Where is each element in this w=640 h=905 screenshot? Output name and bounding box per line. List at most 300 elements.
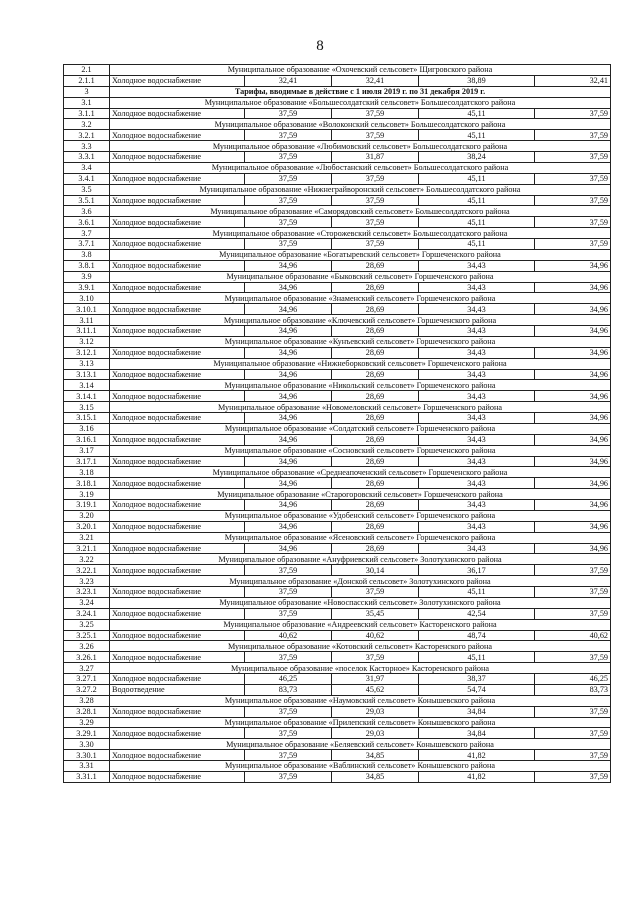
tariff-value-3: 36,17: [419, 565, 535, 576]
municipality-row: [64, 97, 611, 108]
municipality-name: Муниципальное образование «Никольский сельсовет» Горшеченского района: [110, 380, 611, 391]
municipality-name: Муниципальное образование «Любостанский сельсовет» Большесолдатского района: [110, 162, 611, 173]
tariff-value-4: 37,59: [535, 108, 611, 119]
service-name: Холодное водоснабжение: [110, 130, 245, 141]
row-number: 3.25.1: [64, 630, 110, 641]
tariff-value-4: 34,96: [535, 326, 611, 337]
tariff-value-1: 37,59: [245, 771, 332, 782]
tariff-value-1: 37,59: [245, 239, 332, 250]
municipality-name: Муниципальное образование «поселок Касторное» Касторенского района: [110, 663, 611, 674]
service-name: Холодное водоснабжение: [110, 434, 245, 445]
table-row: [64, 771, 611, 782]
tariff-value-4: 37,59: [535, 152, 611, 163]
table-row: [64, 282, 611, 293]
tariff-value-2: 31,87: [332, 152, 419, 163]
municipality-name: Муниципальное образование «Андреевский сельсовет» Касторенского района: [110, 619, 611, 630]
service-name: Холодное водоснабжение: [110, 326, 245, 337]
service-name: Холодное водоснабжение: [110, 282, 245, 293]
row-number: 3.5.1: [64, 195, 110, 206]
municipality-row: [64, 271, 611, 282]
service-name: Холодное водоснабжение: [110, 239, 245, 250]
row-number: 3.7: [64, 228, 110, 239]
tariff-value-3: 34,43: [419, 347, 535, 358]
service-name: Холодное водоснабжение: [110, 706, 245, 717]
municipality-name: Муниципальное образование «Среднеапоченский сельсовет» Горшеченского района: [110, 467, 611, 478]
municipality-row: [64, 467, 611, 478]
tariff-value-2: 35,45: [332, 608, 419, 619]
municipality-name: Муниципальное образование «Ключевский сельсовет» Горшеченского района: [110, 315, 611, 326]
row-number: 3.23: [64, 576, 110, 587]
tariff-value-1: 37,59: [245, 565, 332, 576]
row-number: 3.6.1: [64, 217, 110, 228]
table-row: [64, 521, 611, 532]
municipality-row: [64, 489, 611, 500]
row-number: 3.27.1: [64, 674, 110, 685]
municipality-row: [64, 739, 611, 750]
tariff-value-1: 37,59: [245, 217, 332, 228]
tariff-value-2: 37,59: [332, 239, 419, 250]
row-number: 3.14: [64, 380, 110, 391]
page-number-text: 8: [316, 38, 324, 54]
service-name: Холодное водоснабжение: [110, 521, 245, 532]
tariff-value-2: 29,03: [332, 728, 419, 739]
tariff-value-2: 34,85: [332, 750, 419, 761]
tariff-value-2: 28,69: [332, 413, 419, 424]
table-row: [64, 565, 611, 576]
tariff-value-3: 34,43: [419, 521, 535, 532]
tariff-value-4: 34,96: [535, 282, 611, 293]
tariff-value-4: 34,96: [535, 304, 611, 315]
tariff-value-4: 40,62: [535, 630, 611, 641]
section-title: Тарифы, вводимые в действие с 1 июля 2019 г. по 31 декабря 2019 г.: [110, 86, 611, 97]
tariff-table: [63, 64, 611, 783]
service-name: Холодное водоснабжение: [110, 347, 245, 358]
tariff-value-2: 28,69: [332, 500, 419, 511]
tariff-value-3: 34,43: [419, 369, 535, 380]
tariff-value-2: 40,62: [332, 630, 419, 641]
tariff-value-3: 34,43: [419, 326, 535, 337]
tariff-value-2: 37,59: [332, 587, 419, 598]
tariff-value-1: 37,59: [245, 750, 332, 761]
tariff-value-1: 34,96: [245, 478, 332, 489]
municipality-name: Муниципальное образование «Волоконский сельсовет» Большесолдатского района: [110, 119, 611, 130]
tariff-value-4: 34,96: [535, 478, 611, 489]
tariff-value-2: 28,69: [332, 478, 419, 489]
tariff-value-4: 46,25: [535, 674, 611, 685]
tariff-value-1: 34,96: [245, 369, 332, 380]
tariff-value-2: 28,69: [332, 434, 419, 445]
tariff-value-4: 37,59: [535, 587, 611, 598]
row-number: 3.4.1: [64, 173, 110, 184]
municipality-row: [64, 641, 611, 652]
tariff-value-3: 45,11: [419, 217, 535, 228]
table-row: [64, 75, 611, 86]
tariff-value-1: 40,62: [245, 630, 332, 641]
tariff-value-1: 37,59: [245, 728, 332, 739]
tariff-value-3: 45,11: [419, 173, 535, 184]
table-row: [64, 173, 611, 184]
row-number: 3.20.1: [64, 521, 110, 532]
tariff-value-4: 34,96: [535, 347, 611, 358]
service-name: Холодное водоснабжение: [110, 195, 245, 206]
tariff-value-4: 34,96: [535, 521, 611, 532]
row-number: 3.30: [64, 739, 110, 750]
tariff-value-4: 37,59: [535, 195, 611, 206]
tariff-value-1: 34,96: [245, 413, 332, 424]
table-row: [64, 706, 611, 717]
service-name: Холодное водоснабжение: [110, 391, 245, 402]
tariff-value-4: 37,59: [535, 239, 611, 250]
row-number: 3.17.1: [64, 456, 110, 467]
row-number: 3.12.1: [64, 347, 110, 358]
service-name: Холодное водоснабжение: [110, 456, 245, 467]
tariff-value-1: 34,96: [245, 260, 332, 271]
tariff-value-1: 37,59: [245, 108, 332, 119]
tariff-value-2: 37,59: [332, 652, 419, 663]
table-row: [64, 108, 611, 119]
row-number: 3.26: [64, 641, 110, 652]
service-name: Холодное водоснабжение: [110, 674, 245, 685]
tariff-value-3: 45,11: [419, 108, 535, 119]
row-number: 2.1: [64, 65, 110, 76]
row-number: 3.25: [64, 619, 110, 630]
tariff-value-2: 28,69: [332, 369, 419, 380]
municipality-row: [64, 554, 611, 565]
tariff-value-2: 31,97: [332, 674, 419, 685]
table-row: [64, 587, 611, 598]
municipality-row: [64, 445, 611, 456]
tariff-value-3: 48,74: [419, 630, 535, 641]
tariff-value-3: 54,74: [419, 684, 535, 695]
row-number: 3.13.1: [64, 369, 110, 380]
service-name: Холодное водоснабжение: [110, 630, 245, 641]
tariff-value-2: 28,69: [332, 543, 419, 554]
municipality-name: Муниципальное образование «Ваблинский сельсовет» Конышевского района: [110, 761, 611, 772]
tariff-value-2: 28,69: [332, 391, 419, 402]
tariff-value-4: 34,96: [535, 500, 611, 511]
tariff-value-4: 34,96: [535, 456, 611, 467]
table-row: [64, 347, 611, 358]
service-name: Холодное водоснабжение: [110, 608, 245, 619]
table-row: [64, 684, 611, 695]
row-number: 3.21.1: [64, 543, 110, 554]
row-number: 3.2.1: [64, 130, 110, 141]
tariff-value-1: 34,96: [245, 500, 332, 511]
tariff-value-3: 34,43: [419, 434, 535, 445]
table-row: [64, 543, 611, 554]
tariff-value-3: 45,11: [419, 587, 535, 598]
tariff-value-4: 34,96: [535, 391, 611, 402]
municipality-name: Муниципальное образование «Нижнеборковский сельсовет» Горшеченского района: [110, 358, 611, 369]
tariff-value-2: 28,69: [332, 347, 419, 358]
row-number: 3.2: [64, 119, 110, 130]
table-row: [64, 652, 611, 663]
service-name: Холодное водоснабжение: [110, 260, 245, 271]
row-number: 3.3.1: [64, 152, 110, 163]
row-number: 3.27.2: [64, 684, 110, 695]
row-number: 3.30.1: [64, 750, 110, 761]
table-row: [64, 217, 611, 228]
row-number: 3.19.1: [64, 500, 110, 511]
row-number: 3: [64, 86, 110, 97]
municipality-row: [64, 532, 611, 543]
tariff-value-3: 41,82: [419, 771, 535, 782]
municipality-name: Муниципальное образование «Любимовский сельсовет» Большесолдатского района: [110, 141, 611, 152]
table-row: [64, 500, 611, 511]
table-row: [64, 608, 611, 619]
service-name: Холодное водоснабжение: [110, 413, 245, 424]
tariff-value-1: 34,96: [245, 347, 332, 358]
municipality-row: [64, 228, 611, 239]
service-name: Водоотведение: [110, 684, 245, 695]
service-name: Холодное водоснабжение: [110, 369, 245, 380]
table-row: [64, 456, 611, 467]
service-name: Холодное водоснабжение: [110, 500, 245, 511]
tariff-value-1: 34,96: [245, 282, 332, 293]
tariff-value-1: 34,96: [245, 326, 332, 337]
tariff-value-4: 37,59: [535, 750, 611, 761]
municipality-name: Муниципальное образование «Большесолдатский сельсовет» Большесолдатского района: [110, 97, 611, 108]
municipality-row: [64, 336, 611, 347]
municipality-name: Муниципальное образование «Беляевский сельсовет» Конышевского района: [110, 739, 611, 750]
service-name: Холодное водоснабжение: [110, 652, 245, 663]
tariff-value-3: 34,43: [419, 500, 535, 511]
row-number: 3.1.1: [64, 108, 110, 119]
tariff-value-3: 38,89: [419, 75, 535, 86]
tariff-value-1: 34,96: [245, 391, 332, 402]
table-row: [64, 478, 611, 489]
tariff-value-4: 37,59: [535, 173, 611, 184]
tariff-value-4: 37,59: [535, 565, 611, 576]
tariff-value-1: 34,96: [245, 543, 332, 554]
row-number: 3.29.1: [64, 728, 110, 739]
tariff-value-2: 28,69: [332, 456, 419, 467]
municipality-row: [64, 358, 611, 369]
table-row: [64, 304, 611, 315]
municipality-row: [64, 761, 611, 772]
tariff-value-3: 45,11: [419, 239, 535, 250]
service-name: Холодное водоснабжение: [110, 478, 245, 489]
row-number: 3.15: [64, 402, 110, 413]
row-number: 3.23.1: [64, 587, 110, 598]
service-name: Холодное водоснабжение: [110, 565, 245, 576]
municipality-name: Муниципальное образование «Новомеловский сельсовет» Горшеченского района: [110, 402, 611, 413]
municipality-row: [64, 663, 611, 674]
service-name: Холодное водоснабжение: [110, 217, 245, 228]
table-row: [64, 326, 611, 337]
tariff-value-2: 28,69: [332, 326, 419, 337]
municipality-row: [64, 162, 611, 173]
tariff-value-3: 38,37: [419, 674, 535, 685]
tariff-value-3: 42,54: [419, 608, 535, 619]
row-number: 3.8: [64, 249, 110, 260]
tariff-value-2: 28,69: [332, 304, 419, 315]
municipality-row: [64, 619, 611, 630]
tariff-table-body: [64, 65, 611, 783]
tariff-value-4: 83,73: [535, 684, 611, 695]
municipality-row: [64, 141, 611, 152]
row-number: 3.21: [64, 532, 110, 543]
row-number: 3.28: [64, 695, 110, 706]
row-number: 3.11: [64, 315, 110, 326]
table-row: [64, 130, 611, 141]
tariff-value-3: 34,43: [419, 391, 535, 402]
tariff-value-2: 37,59: [332, 217, 419, 228]
tariff-value-4: 34,96: [535, 260, 611, 271]
municipality-name: Муниципальное образование «Солдатский сельсовет» Горшеченского района: [110, 423, 611, 434]
tariff-value-1: 83,73: [245, 684, 332, 695]
page-number: [0, 38, 640, 55]
tariff-value-1: 37,59: [245, 195, 332, 206]
service-name: Холодное водоснабжение: [110, 587, 245, 598]
tariff-value-3: 45,11: [419, 130, 535, 141]
municipality-row: [64, 206, 611, 217]
municipality-row: [64, 65, 611, 76]
row-number: 3.27: [64, 663, 110, 674]
row-number: 3.18.1: [64, 478, 110, 489]
row-number: 3.9: [64, 271, 110, 282]
table-row: [64, 728, 611, 739]
row-number: 3.22.1: [64, 565, 110, 576]
tariff-value-3: 41,82: [419, 750, 535, 761]
tariff-value-1: 32,41: [245, 75, 332, 86]
municipality-name: Муниципальное образование «Знаменский сельсовет» Горшеченского района: [110, 293, 611, 304]
tariff-value-2: 28,69: [332, 260, 419, 271]
tariff-value-2: 28,69: [332, 521, 419, 532]
row-number: 3.16.1: [64, 434, 110, 445]
tariff-value-4: 37,59: [535, 652, 611, 663]
tariff-value-3: 45,11: [419, 195, 535, 206]
tariff-value-4: 37,59: [535, 728, 611, 739]
row-number: 3.24: [64, 597, 110, 608]
table-row: [64, 152, 611, 163]
tariff-value-1: 34,96: [245, 304, 332, 315]
tariff-value-3: 34,43: [419, 456, 535, 467]
tariff-value-1: 37,59: [245, 130, 332, 141]
row-number: 3.18: [64, 467, 110, 478]
municipality-name: Муниципальное образование «Удобенский сельсовет» Горшеченского района: [110, 510, 611, 521]
tariff-value-2: 28,69: [332, 282, 419, 293]
row-number: 3.31: [64, 761, 110, 772]
municipality-row: [64, 184, 611, 195]
service-name: Холодное водоснабжение: [110, 108, 245, 119]
table-row: [64, 630, 611, 641]
table-row: [64, 674, 611, 685]
tariff-value-3: 34,43: [419, 543, 535, 554]
service-name: Холодное водоснабжение: [110, 771, 245, 782]
service-name: Холодное водоснабжение: [110, 75, 245, 86]
table-row: [64, 434, 611, 445]
row-number: 2.1.1: [64, 75, 110, 86]
tariff-value-3: 34,43: [419, 282, 535, 293]
tariff-value-3: 34,43: [419, 304, 535, 315]
municipality-row: [64, 249, 611, 260]
municipality-name: Муниципальное образование «Кунъевский сельсовет» Горшеченского района: [110, 336, 611, 347]
row-number: 3.29: [64, 717, 110, 728]
tariff-value-4: 34,96: [535, 434, 611, 445]
tariff-value-2: 37,59: [332, 130, 419, 141]
tariff-value-1: 37,59: [245, 587, 332, 598]
table-row: [64, 391, 611, 402]
municipality-name: Муниципальное образование «Ануфриевский сельсовет» Золотухинского района: [110, 554, 611, 565]
tariff-value-4: 32,41: [535, 75, 611, 86]
tariff-value-1: 37,59: [245, 652, 332, 663]
tariff-value-4: 37,59: [535, 130, 611, 141]
tariff-value-3: 38,24: [419, 152, 535, 163]
row-number: 3.6: [64, 206, 110, 217]
tariff-value-1: 34,96: [245, 521, 332, 532]
row-number: 3.13: [64, 358, 110, 369]
service-name: Холодное водоснабжение: [110, 152, 245, 163]
tariff-value-2: 37,59: [332, 173, 419, 184]
tariff-value-1: 34,96: [245, 434, 332, 445]
tariff-value-1: 37,59: [245, 173, 332, 184]
tariff-value-2: 34,85: [332, 771, 419, 782]
tariff-value-4: 34,96: [535, 543, 611, 554]
tariff-value-1: 37,59: [245, 706, 332, 717]
municipality-name: Муниципальное образование «Саморядовский сельсовет» Большесолдатского района: [110, 206, 611, 217]
municipality-name: Муниципальное образование «Сторожевский сельсовет» Большесолдатского района: [110, 228, 611, 239]
municipality-name: Муниципальное образование «Богатыревский сельсовет» Горшеченского района: [110, 249, 611, 260]
tariff-value-4: 34,96: [535, 413, 611, 424]
municipality-name: Муниципальное образование «Нижнеграйворонский сельсовет» Большесолдатского района: [110, 184, 611, 195]
municipality-name: Муниципальное образование «Прилепский сельсовет» Конышевского района: [110, 717, 611, 728]
municipality-name: Муниципальное образование «Охочевский сельсовет» Щигровского района: [110, 65, 611, 76]
row-number: 3.24.1: [64, 608, 110, 619]
tariff-value-3: 34,84: [419, 728, 535, 739]
row-number: 3.19: [64, 489, 110, 500]
municipality-row: [64, 423, 611, 434]
row-number: 3.1: [64, 97, 110, 108]
municipality-name: Муниципальное образование «Ясеновский сельсовет» Горшеченского района: [110, 532, 611, 543]
municipality-row: [64, 597, 611, 608]
tariff-value-2: 37,59: [332, 108, 419, 119]
row-number: 3.5: [64, 184, 110, 195]
municipality-row: [64, 293, 611, 304]
row-number: 3.17: [64, 445, 110, 456]
service-name: Холодное водоснабжение: [110, 750, 245, 761]
tariff-value-4: 37,59: [535, 608, 611, 619]
municipality-row: [64, 315, 611, 326]
row-number: 3.28.1: [64, 706, 110, 717]
row-number: 3.3: [64, 141, 110, 152]
municipality-name: Муниципальное образование «Донской сельсовет» Золотухинского района: [110, 576, 611, 587]
municipality-name: Муниципальное образование «Котовский сельсовет» Касторенского района: [110, 641, 611, 652]
table-row: [64, 413, 611, 424]
row-number: 3.20: [64, 510, 110, 521]
row-number: 3.4: [64, 162, 110, 173]
tariff-value-3: 45,11: [419, 652, 535, 663]
tariff-value-2: 30,14: [332, 565, 419, 576]
municipality-row: [64, 717, 611, 728]
row-number: 3.9.1: [64, 282, 110, 293]
section-row: [64, 86, 611, 97]
row-number: 3.15.1: [64, 413, 110, 424]
tariff-value-3: 34,43: [419, 413, 535, 424]
row-number: 3.22: [64, 554, 110, 565]
table-row: [64, 750, 611, 761]
service-name: Холодное водоснабжение: [110, 543, 245, 554]
table-row: [64, 369, 611, 380]
municipality-row: [64, 380, 611, 391]
municipality-row: [64, 119, 611, 130]
service-name: Холодное водоснабжение: [110, 728, 245, 739]
municipality-name: Муниципальное образование «Наумовский сельсовет» Конышевского района: [110, 695, 611, 706]
tariff-value-1: 37,59: [245, 608, 332, 619]
row-number: 3.10: [64, 293, 110, 304]
tariff-value-2: 45,62: [332, 684, 419, 695]
row-number: 3.16: [64, 423, 110, 434]
